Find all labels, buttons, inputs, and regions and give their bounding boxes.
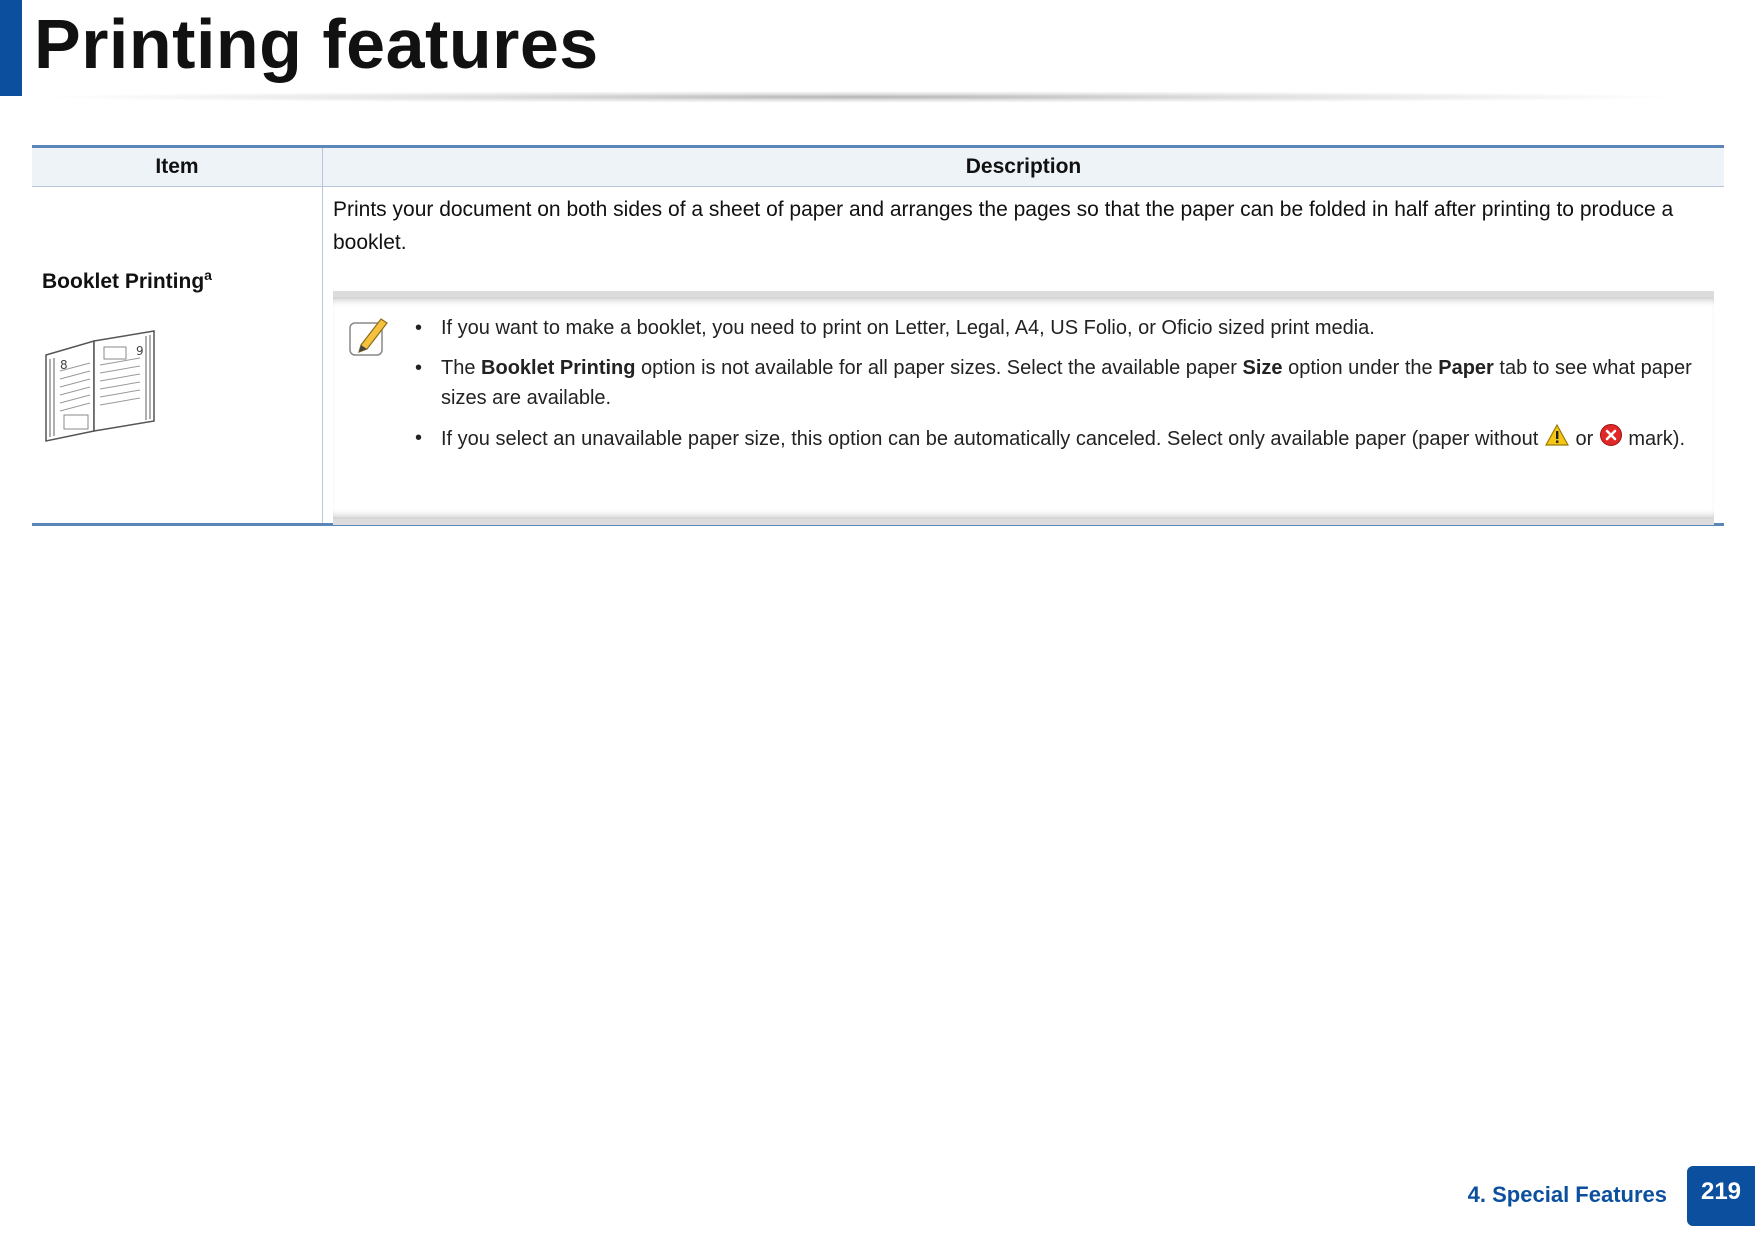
- note-1-text: If you want to make a booklet, you need to print on Letter, Legal, A4, US Folio, or Oficio sized print media.: [441, 317, 1375, 339]
- footnote-mark: a: [204, 267, 212, 283]
- table-header-row: [32, 147, 1724, 187]
- note-3-text-b: or: [1569, 427, 1599, 450]
- list-item: [407, 423, 1710, 456]
- item-name: [42, 267, 212, 294]
- svg-text:9: 9: [136, 344, 144, 358]
- note-3-text-c: mark).: [1622, 427, 1686, 450]
- item-cell: [32, 187, 323, 525]
- note-list: [407, 313, 1710, 466]
- page-number: 219: [1687, 1166, 1755, 1226]
- footer-section-label: 4. Special Features: [1467, 1182, 1667, 1207]
- table-row: [32, 187, 1724, 525]
- bullet-mark: •: [415, 317, 423, 339]
- title-divider: [30, 91, 1690, 103]
- note-box: [333, 291, 1714, 525]
- item-name-text: Booklet Printing: [42, 270, 205, 293]
- description-cell: [323, 187, 1725, 525]
- bullet-mark: •: [415, 357, 423, 379]
- note-2-text-a: The: [441, 357, 482, 379]
- svg-text:8: 8: [60, 358, 68, 372]
- item-column-header: Item: [32, 147, 323, 187]
- description-text: Prints your document on both sides of a sheet of paper and arranges the pages so that the paper can be folded in half after printing to produce a booklet.: [333, 198, 1674, 254]
- note-2-text-b: option is not available for all paper sizes. Select the available paper: [635, 357, 1243, 379]
- side-accent-bar: [0, 0, 22, 96]
- booklet-printing-term: Booklet Printing: [481, 357, 636, 379]
- note-3-text-a: If you select an unavailable paper size, this option can be automatically canceled. Select only available paper (paper without: [441, 427, 1544, 450]
- note-2-text-d: tab to see what paper sizes are available.: [441, 357, 1692, 409]
- description-column-header: Description: [323, 147, 1725, 187]
- error-x-icon: [1599, 423, 1623, 456]
- list-item: [407, 353, 1710, 413]
- features-table: [32, 145, 1724, 526]
- bullet-mark: •: [415, 427, 423, 449]
- note-2-text-c: option under the: [1282, 357, 1439, 379]
- paper-tab-term: Paper: [1438, 357, 1494, 379]
- note-pencil-icon: [347, 315, 389, 365]
- page-title: Printing features: [34, 5, 599, 83]
- size-term: Size: [1242, 357, 1283, 379]
- list-item: [407, 313, 1710, 343]
- warning-icon: [1544, 423, 1570, 456]
- booklet-icon: [42, 325, 160, 449]
